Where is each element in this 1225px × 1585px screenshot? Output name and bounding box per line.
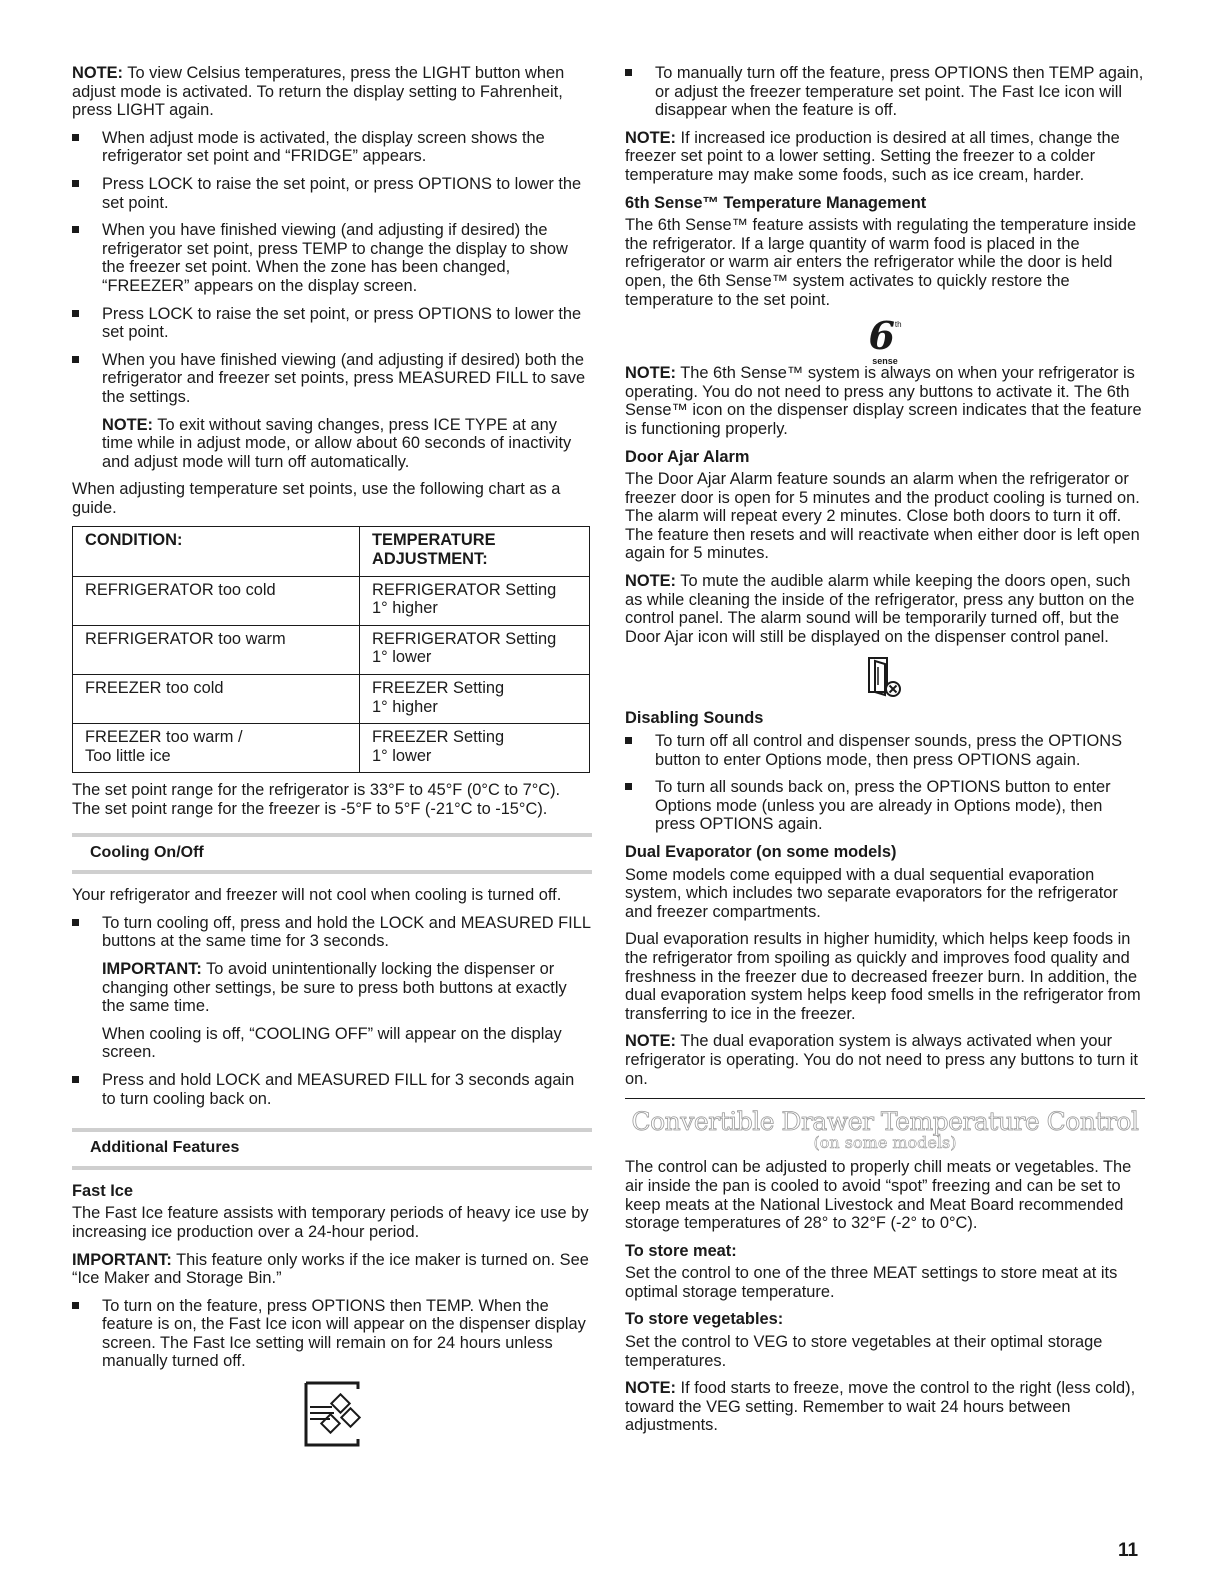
disabling-sounds-heading: Disabling Sounds xyxy=(625,709,764,728)
note-mute-alarm: NOTE: To mute the audible alarm while keeping the doors open, such as while cleaning the inside of the refrigerator, press any button on the control panel. The alarm sound will be temporarily turned off, but the Door Ajar icon will still be displayed on the dispenser control panel. xyxy=(625,572,1135,646)
drawer-text: The control can be adjusted to properly chill meats or vegetables. The air inside the pan is cooled to avoid “spot” freezing and can be set to keep meats at the National Livestock and Meat Board recommended storage temperatures of 28° to 32°F (-2° to 0°C). xyxy=(625,1158,1132,1233)
left-column xyxy=(72,64,592,1451)
bullet-sounds-off: To turn off all control and dispenser sounds, press the OPTIONS button to enter Options mode, then press OPTIONS again. xyxy=(625,732,1145,769)
door-ajar-icon xyxy=(625,655,1145,705)
note-increased-ice: NOTE: If increased ice production is desired at all times, change the freezer set point to a lower setting. Setting the freezer to a colder temperature may make some foods, such as ice cream, harder. xyxy=(625,128,1120,184)
fast-ice-text: The Fast Ice feature assists with temporary periods of heavy ice use by increasing ice production over a 24-hour period. xyxy=(72,1204,589,1241)
dual-evaporator-heading: Dual Evaporator (on some models) xyxy=(625,843,897,861)
table-cell-condition: FREEZER too cold xyxy=(73,675,360,724)
bullet-adjust-mode: When adjust mode is activated, the display screen shows the refrigerator set point and “FRIDGE” appears. xyxy=(72,129,592,166)
bullet-lock-raise-1: Press LOCK to raise the set point, or press OPTIONS to lower the set point. xyxy=(72,175,592,212)
important-locking: IMPORTANT: To avoid unintentionally locking the dispenser or changing other settings, be sure to press both buttons at exactly the same time. xyxy=(102,959,567,1016)
table-cell-condition: REFRIGERATOR too cold xyxy=(73,576,360,625)
table-cell-adjustment: FREEZER Setting 1° lower xyxy=(360,724,590,773)
store-vegetables-heading: To store vegetables: xyxy=(625,1310,784,1329)
table-row xyxy=(73,625,590,674)
bullet-cooling-off: To turn cooling off, press and hold the LOCK and MEASURED FILL buttons at the same time for 3 seconds. xyxy=(72,914,592,951)
section-heading-additional: Additional Features xyxy=(72,1128,592,1170)
note-exit: NOTE: To exit without saving changes, press ICE TYPE at any time while in adjust mode, or allow about 60 seconds of inactivity and adjust mode will turn off automatically. xyxy=(102,415,572,471)
table-cell-adjustment: FREEZER Setting 1° higher xyxy=(360,675,590,724)
fast-ice-icon-graphic xyxy=(296,1381,368,1447)
table-row xyxy=(73,724,590,773)
bullet-finish-fridge: When you have finished viewing (and adjusting if desired) the refrigerator set point, press TEMP to change the display to show the freezer set point. When the zone has been changed, “FREEZER” appears on the display screen. xyxy=(72,221,592,295)
right-column xyxy=(625,64,1145,1444)
page-number: 11 xyxy=(1118,1540,1139,1561)
bullet-sounds-on: To turn all sounds back on, press the OPTIONS button to enter Options mode (unless you are already in Options mode), then press OPTIONS again. xyxy=(625,778,1145,834)
store-meat-text: Set the control to one of the three MEAT settings to store meat at its optimal storage temperature. xyxy=(625,1264,1118,1301)
table-cell-condition: FREEZER too warm / Too little ice xyxy=(73,724,360,773)
header-adjustment: TEMPERATURE ADJUSTMENT: xyxy=(360,527,590,576)
table-cell-adjustment: REFRIGERATOR Setting 1° lower xyxy=(360,625,590,674)
sixth-sense-heading: 6th Sense™ Temperature Management xyxy=(625,193,927,212)
cooling-off-display: When cooling is off, “COOLING OFF” will appear on the display screen. xyxy=(102,1024,562,1062)
table-header-row xyxy=(73,527,590,576)
note-celsius: NOTE: To view Celsius temperatures, press the LIGHT button when adjust mode is activated. To return the display setting to Fahrenheit, press LIGHT again. xyxy=(72,64,565,120)
section-heading-cooling: Cooling On/Off xyxy=(72,833,592,875)
bullet-finish-both: When you have finished viewing (and adjusting if desired) both the refrigerator and freezer set points, press MEASURED FILL to save the settings. xyxy=(72,351,592,407)
table-row xyxy=(73,576,590,625)
bullet-fast-ice-off: To manually turn off the feature, press OPTIONS then TEMP again, or adjust the freezer temperature set point. The Fast Ice icon will disappear when the feature is off. xyxy=(625,64,1145,120)
fast-ice-icon xyxy=(72,1381,592,1451)
store-vegetables-text: Set the control to VEG to store vegetables at their optimal storage temperatures. xyxy=(625,1333,1103,1370)
table-cell-adjustment: REFRIGERATOR Setting 1° higher xyxy=(360,576,590,625)
temperature-adjustment-table xyxy=(72,526,590,773)
door-ajar-heading: Door Ajar Alarm xyxy=(625,447,750,466)
note-food-freeze: NOTE: If food starts to freeze, move the control to the right (less cold), toward the VEG setting. Remember to wait 24 hours between adjustments. xyxy=(625,1379,1136,1435)
section-divider xyxy=(625,1098,1145,1099)
store-meat-heading: To store meat: xyxy=(625,1241,737,1260)
note-dual-evaporation: NOTE: The dual evaporation system is always activated when your refrigerator is operating. You do not need to press any buttons to turn it on. xyxy=(625,1032,1138,1088)
chart-intro: When adjusting temperature set points, use the following chart as a guide. xyxy=(72,480,561,517)
dual-evaporator-text-1: Some models come equipped with a dual sequential evaporation system, which includes two separate evaporators for the refrigerator and freezer compartments. xyxy=(625,865,1118,921)
note-sixth-sense: NOTE: The 6th Sense™ system is always on when your refrigerator is operating. You do not need to press any buttons to activate it. The 6th Sense™ icon on the dispenser display screen indicates that the feature is functioning properly. xyxy=(625,364,1142,438)
bullet-fast-ice-on: To turn on the feature, press OPTIONS then TEMP. When the feature is on, the Fast Ice icon will appear on the dispenser display screen. The Fast Ice setting will remain on for 24 hours unless manually turned off. xyxy=(72,1297,592,1371)
dual-evaporator-text-2: Dual evaporation results in higher humidity, which helps keep foods in the refrigerator from spoiling as quickly and improves food quality and freshness in the freezer due to decreased freezer burn. In addition, the dual evaporation system helps keep food smells in the refrigerator from transferring to ice in the freezer. xyxy=(625,930,1141,1023)
bullet-cooling-on: Press and hold LOCK and MEASURED FILL for 3 seconds again to turn cooling back on. xyxy=(72,1071,592,1108)
drawer-section-subtitle: (on some models) xyxy=(813,1132,957,1152)
set-point-range: The set point range for the refrigerator is 33°F to 45°F (0°C to 7°C). The set point range for the freezer is -5°F to 5°F (-21°C to -15°C). xyxy=(72,781,561,818)
fast-ice-heading: Fast Ice xyxy=(72,1181,134,1200)
sixth-sense-icon: 6th sense xyxy=(868,313,902,366)
important-ice-maker: IMPORTANT: This feature only works if the ice maker is turned on. See “Ice Maker and Storage Bin.” xyxy=(72,1250,589,1288)
table-row xyxy=(73,675,590,724)
door-ajar-icon-graphic xyxy=(865,655,905,699)
bullet-lock-raise-2: Press LOCK to raise the set point, or press OPTIONS to lower the set point. xyxy=(72,305,592,342)
drawer-section-title: Convertible Drawer Temperature Control xyxy=(631,1107,1139,1137)
header-condition: CONDITION: xyxy=(73,527,360,576)
table-cell-condition: REFRIGERATOR too warm xyxy=(73,625,360,674)
door-ajar-text: The Door Ajar Alarm feature sounds an alarm when the refrigerator or freezer door is open for 5 minutes and the product cooling is turned on. The alarm will repeat every 2 minutes. Close both doors to turn it off. The feature then resets and will reactivate when either door is left open again for 5 minutes. xyxy=(625,470,1140,563)
cooling-intro: Your refrigerator and freezer will not cool when cooling is turned off. xyxy=(72,886,562,905)
sixth-sense-text: The 6th Sense™ feature assists with regulating the temperature inside the refrigerator. If a large quantity of warm food is placed in the refrigerator or warm air enters the refrigerator while the door is held open, the 6th Sense™ system activates to quickly restore the temperature to the set point. xyxy=(625,216,1137,309)
